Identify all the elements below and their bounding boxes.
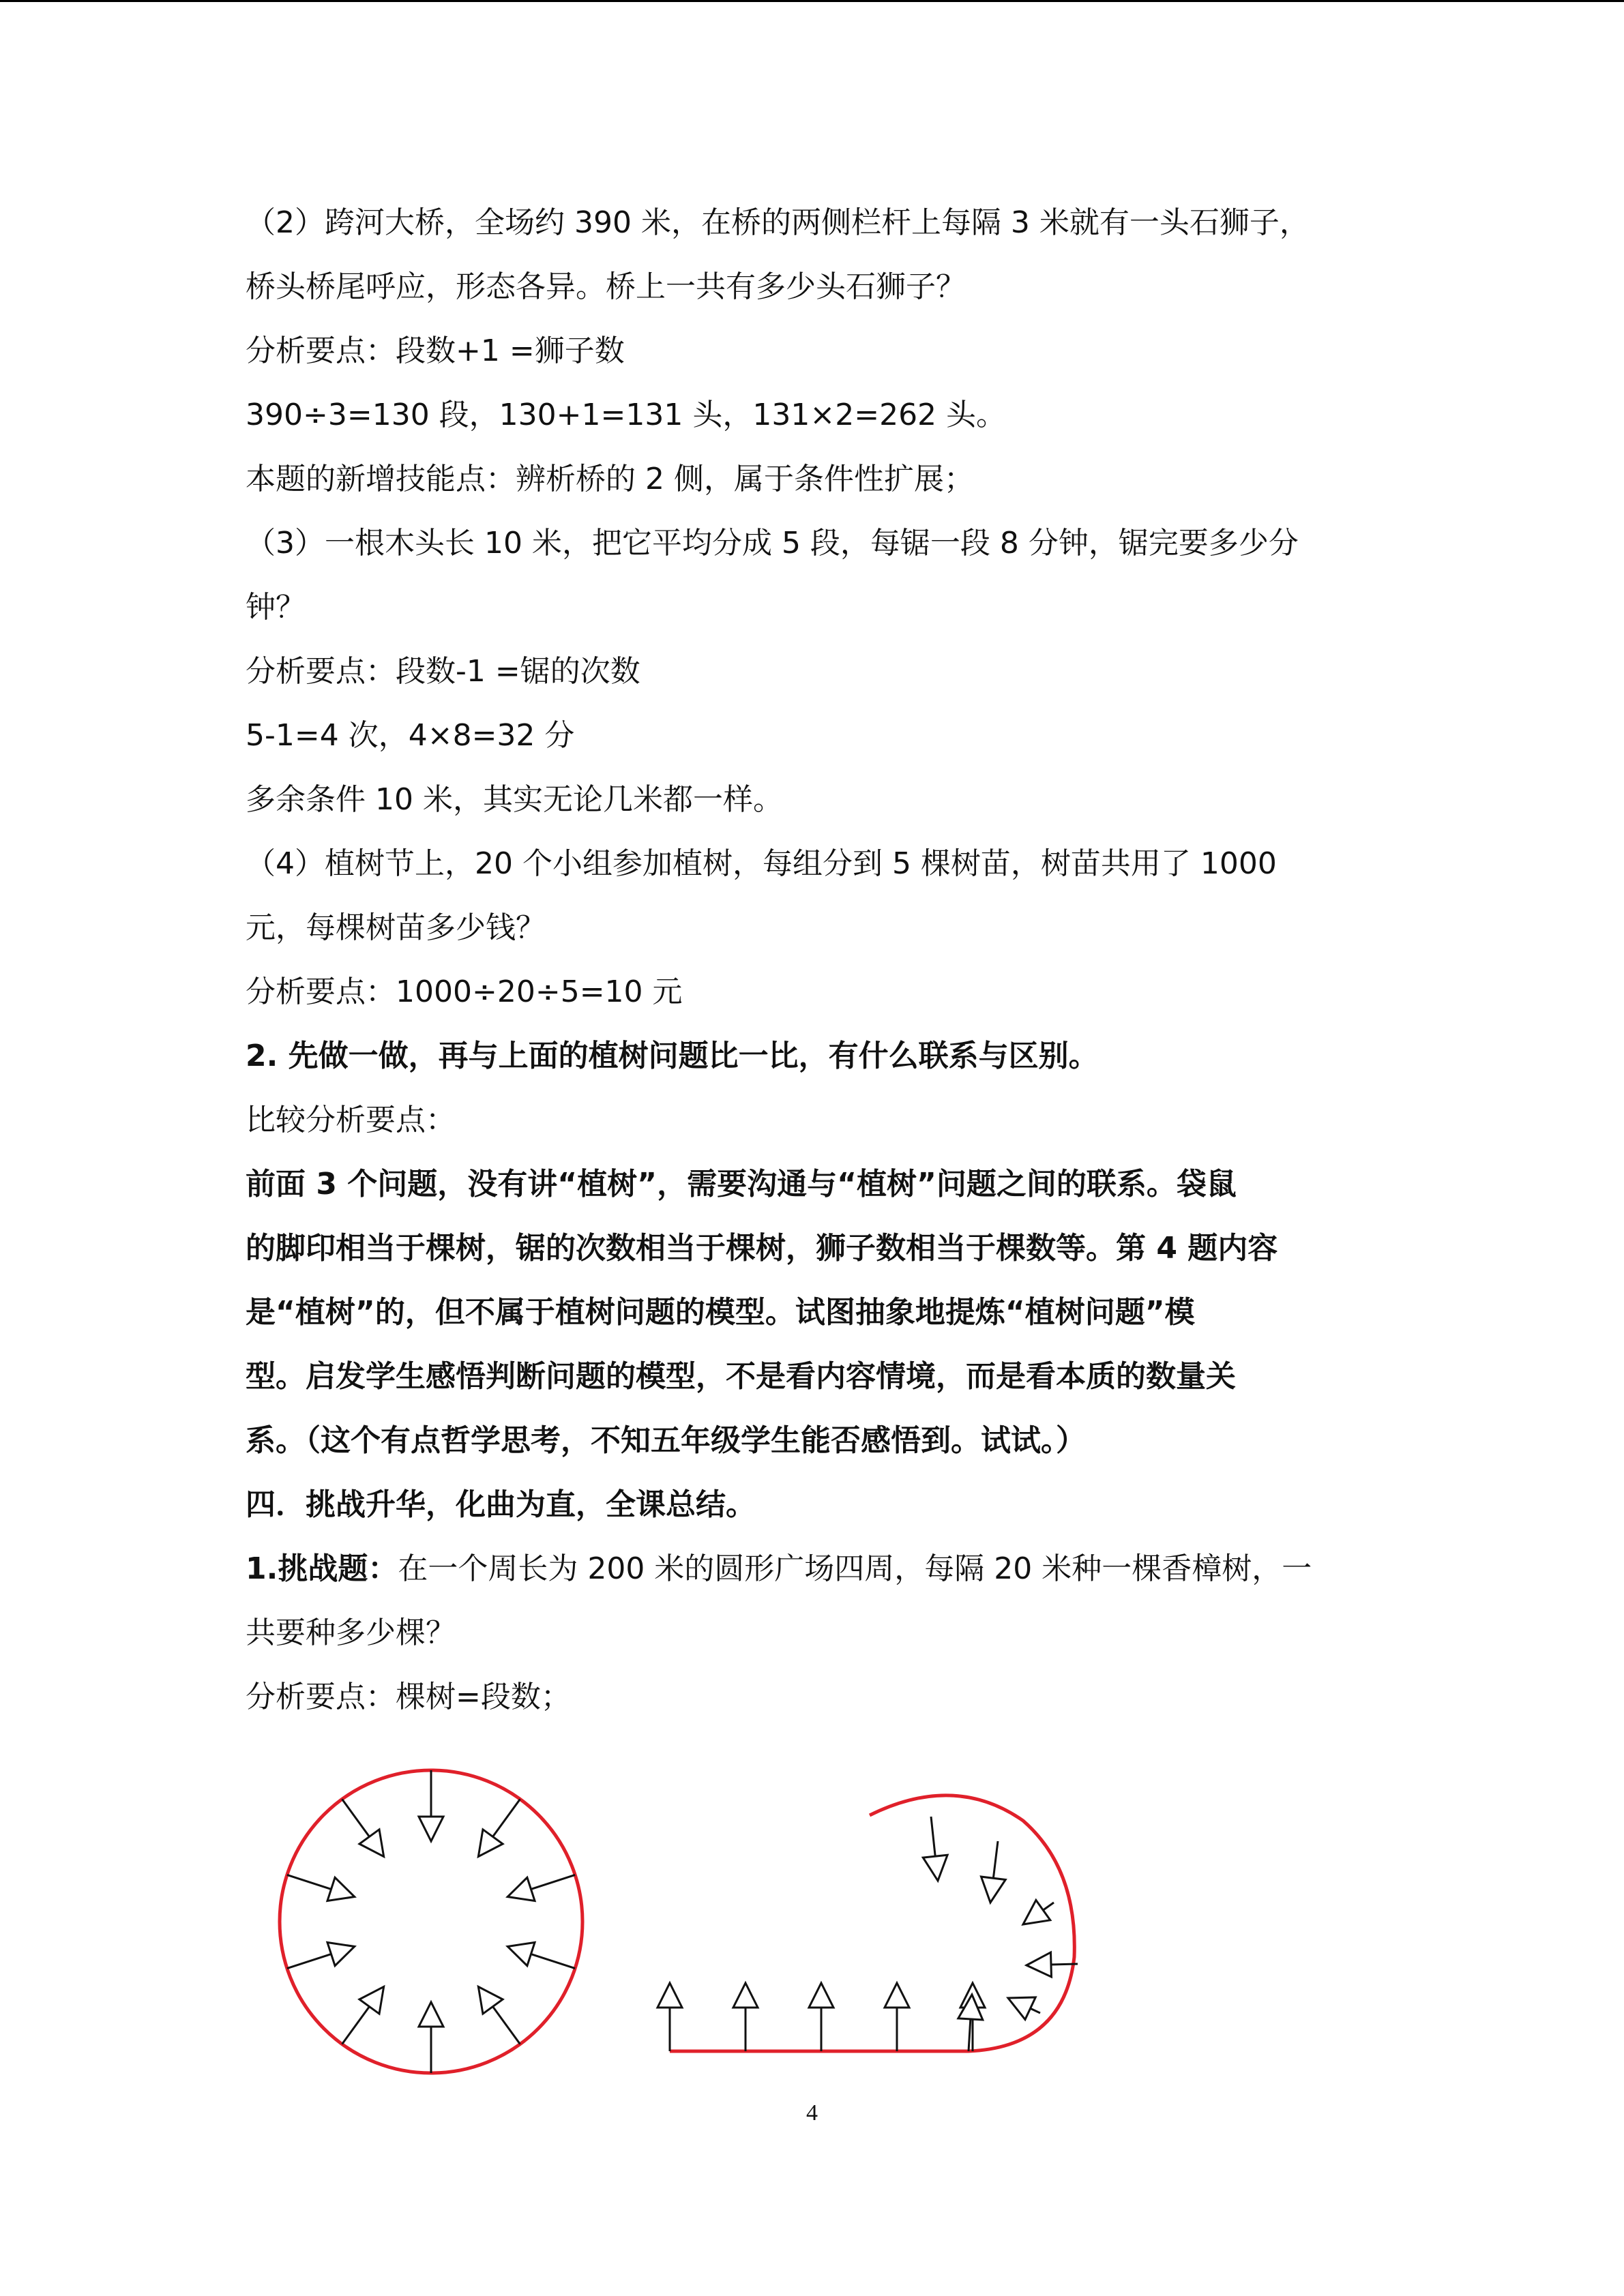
tree-stem: [342, 1799, 370, 1836]
paragraph-line: 是“植树”的，但不属于植树问题的模型。试图抽象地提炼“植树问题”模: [246, 1295, 1195, 1330]
tree-marker: [507, 1942, 575, 1968]
tree-marker: [478, 1986, 520, 2044]
tree-marker: [478, 1799, 520, 1856]
tree-arrowhead: [327, 1877, 355, 1900]
tree-arrowhead: [359, 1830, 384, 1857]
tree-stem: [531, 1954, 575, 1969]
paragraph-line: （4）植树节上，20 个小组参加植树，每组分到 5 棵树苗，树苗共用了 1000: [246, 846, 1277, 881]
tree-stem: [493, 1799, 520, 1836]
paragraph-line: 钟？: [246, 590, 306, 625]
paragraph-line: 的脚印相当于棵树，锯的次数相当于棵树，狮子数相当于棵数等。第 4 题内容: [246, 1231, 1278, 1266]
tree-marker: [981, 1841, 1006, 1903]
tree-marker: [342, 1799, 384, 1856]
tree-arrowhead: [1023, 1900, 1050, 1924]
paragraph-segment: 1.挑战题：: [246, 1551, 398, 1586]
tree-marker: [342, 1986, 384, 2044]
paragraph-line: 桥头桥尾呼应，形态各异。桥上一共有多少头石狮子？: [246, 269, 966, 304]
paragraph-line: 系。（这个有点哲学思考，不知五年级学生能否感悟到。试试。）: [246, 1423, 1086, 1458]
tree-marker: [658, 1983, 682, 2051]
paragraph-line: 分析要点：段数+1 =狮子数: [246, 333, 625, 368]
paragraph-line: 型。启发学生感悟判断问题的模型，不是看内容情境，而是看本质的数量关: [246, 1359, 1236, 1394]
tree-stem: [531, 1875, 575, 1889]
tree-planting-figure: [0, 1732, 1624, 2087]
unrolled-line: [670, 1795, 1074, 2051]
unrolled-diagram: [658, 1795, 1078, 2051]
paragraph-line: 前面 3 个问题，没有讲“植树”，需要沟通与“植树”问题之间的联系。袋鼠: [246, 1167, 1237, 1202]
tree-arrowhead: [733, 1983, 758, 2008]
paragraph-line: 四．挑战升华，化曲为直，全课总结。: [246, 1487, 756, 1522]
tree-stem: [1043, 1903, 1054, 1910]
tree-marker: [1023, 1900, 1054, 1924]
tree-marker: [419, 2002, 443, 2073]
tree-arrowhead: [327, 1942, 355, 1965]
tree-marker: [733, 1983, 758, 2051]
tree-arrowhead: [419, 1817, 443, 1841]
paragraph-line: 分析要点：棵树=段数；: [246, 1680, 571, 1714]
top-border: [0, 0, 1624, 2]
tree-marker: [1008, 1997, 1040, 2020]
tree-arrowhead: [478, 1986, 503, 2014]
tree-arrowhead: [359, 1986, 384, 2014]
circle-diagram: [280, 1770, 582, 2073]
tree-stem: [287, 1875, 331, 1889]
paragraph-line: 分析要点：段数-1 =锯的次数: [246, 654, 640, 689]
tree-stem: [287, 1954, 331, 1969]
tree-arrowhead: [1027, 1952, 1051, 1977]
paragraph-line: 比较分析要点：: [246, 1103, 456, 1137]
tree-marker: [287, 1875, 355, 1900]
tree-marker: [885, 1983, 909, 2051]
tree-marker: [923, 1817, 947, 1881]
paragraph-line: 分析要点：1000÷20÷5=10 元: [246, 974, 683, 1009]
tree-stem: [993, 1841, 998, 1878]
paragraph-line: 5-1=4 次，4×8=32 分: [246, 718, 575, 753]
paragraph-segment: 在一个周长为 200 米的圆形广场四周，每隔 20 米种一棵香樟树，一: [398, 1551, 1312, 1586]
tree-stem: [969, 2019, 971, 2051]
tree-stem: [1051, 1964, 1078, 1965]
tree-arrowhead: [809, 1983, 833, 2008]
tree-arrowhead: [658, 1983, 682, 2008]
tree-marker: [809, 1983, 833, 2051]
paragraph-line: （2）跨河大桥，全场约 390 米，在桥的两侧栏杆上每隔 3 米就有一头石狮子，: [246, 205, 1310, 240]
paragraph-line: 多余条件 10 米，其实无论几米都一样。: [246, 782, 783, 817]
paragraph-line: [246, 1537, 1378, 1601]
tree-stem: [1031, 2008, 1040, 2013]
document-body: [246, 191, 1378, 1729]
tree-marker: [287, 1942, 355, 1968]
tree-arrowhead: [1008, 1997, 1035, 2020]
tree-marker: [507, 1875, 575, 1900]
tree-stem: [342, 2007, 370, 2044]
tree-arrowhead: [885, 1983, 909, 2008]
tree-arrowhead: [981, 1877, 1006, 1903]
paragraph-line: 2. 先做一做，再与上面的植树问题比一比，有什么联系与区别。: [246, 1039, 1099, 1073]
tree-arrowhead: [507, 1942, 535, 1965]
paragraph-line: 共要种多少棵？: [246, 1615, 456, 1650]
tree-marker: [419, 1770, 443, 1841]
paragraph-line: 390÷3=130 段，130+1=131 头，131×2=262 头。: [246, 398, 1007, 432]
tree-arrowhead: [478, 1830, 503, 1857]
page-number: 4: [806, 2100, 818, 2126]
tree-arrowhead: [419, 2002, 443, 2027]
paragraph-line: （3）一根木头长 10 米，把它平均分成 5 段，每锯一段 8 分钟，锯完要多少分: [246, 526, 1299, 561]
tree-stem: [493, 2007, 520, 2044]
tree-arrowhead: [507, 1877, 535, 1900]
paragraph-line: 元，每棵树苗多少钱？: [246, 910, 546, 945]
tree-stem: [931, 1817, 935, 1856]
tree-arrowhead: [923, 1855, 947, 1881]
paragraph-line: 本题的新增技能点：辨析桥的 2 侧，属于条件性扩展；: [246, 462, 974, 496]
